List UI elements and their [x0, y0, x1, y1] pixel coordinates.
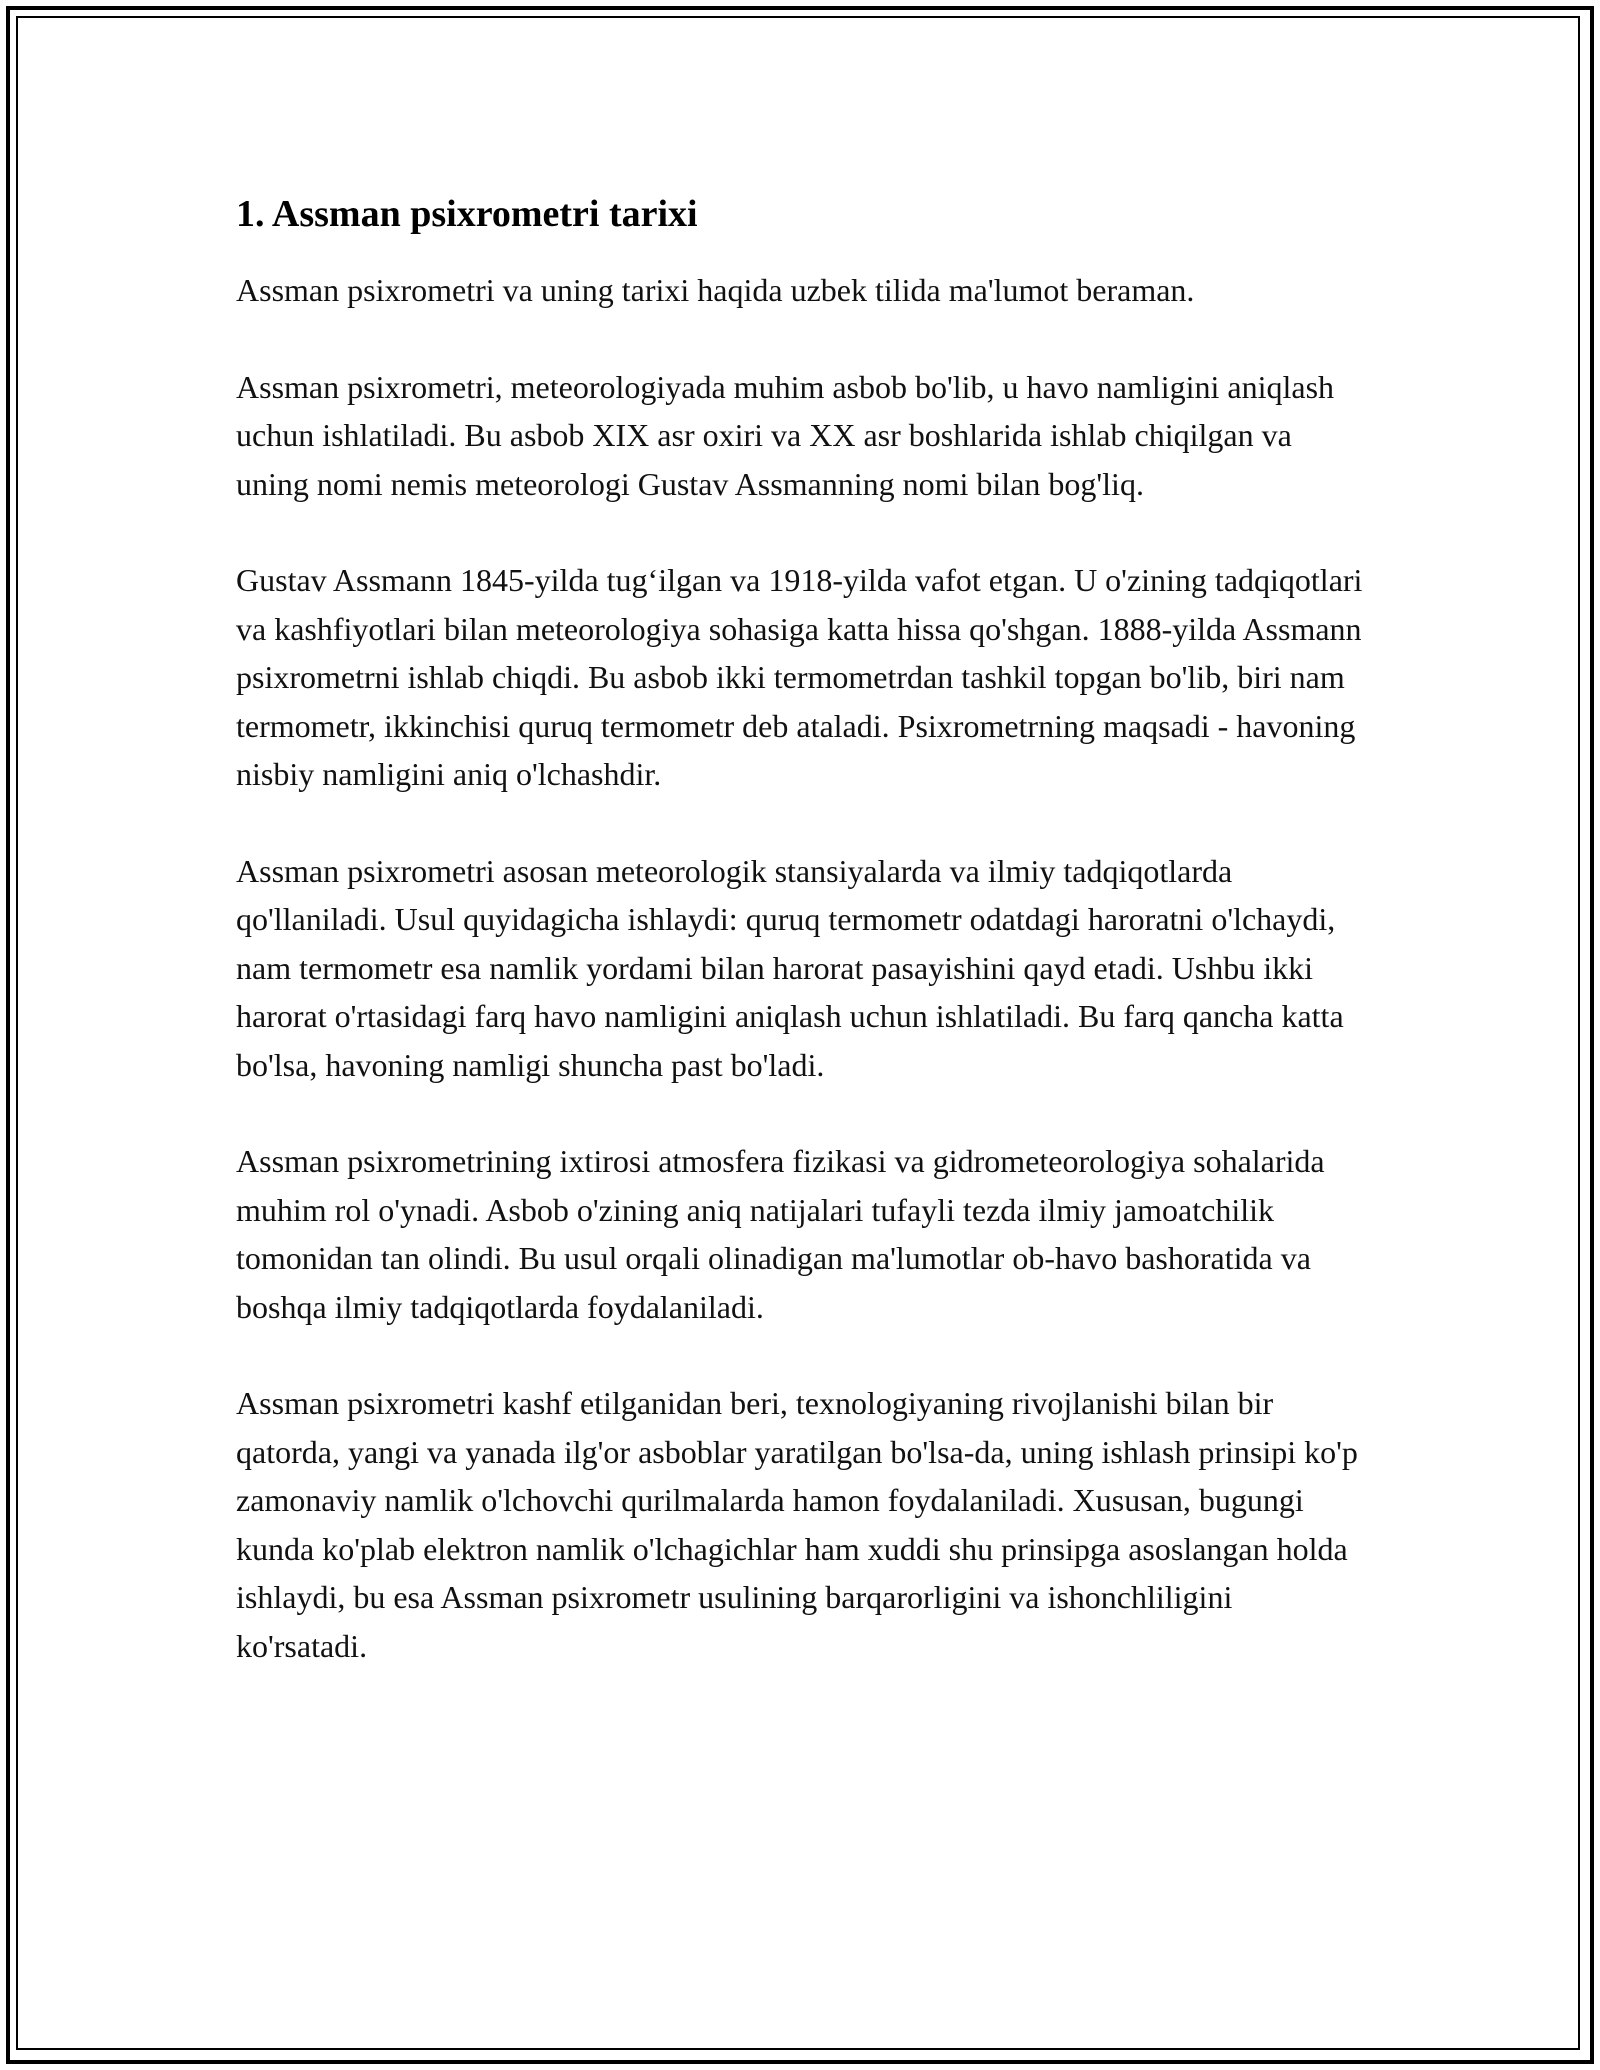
paragraph-definition: Assman psixrometri, meteorologiyada muhim asbob bo'lib, u havo namligini aniqlash uchun ishlatiladi. Bu asbob XIX asr oxiri va XX asr boshlarida ishlab chiqilgan va uning nomi nemis meteorologi Gustav Assmanning nomi bilan bog'liq. [236, 368, 1335, 502]
document-body [236, 186, 1366, 1718]
paragraph-intro: Assman psixrometri va uning tarixi haqida uzbek tilida ma'lumot beraman. [236, 272, 1195, 308]
paragraph-gustav-assmann: Gustav Assmann 1845-yilda tug‘ilgan va 1918-yilda vafot etgan. U o'zining tadqiqotlari va kashfiyotlari bilan meteorologiya sohasiga katta hissa qo'shgan. 1888-yilda Assmann psixrometrni ishlab chiqdi. Bu asbob ikki termometrdan tashkil topgan bo'lib, biri nam termometr, ikkinchisi quruq termometr deb ataladi. Psixrometrning maqsadi - havoning nisbiy namligini aniq o'lchashdir. [236, 562, 1363, 792]
paragraph-usage: Assman psixrometri asosan meteorologik stansiyalarda va ilmiy tadqiqotlarda qo'llaniladi. Usul quyidagicha ishlaydi: quruq termometr odatdagi haroratni o'lchaydi, nam termometr esa namlik yordami bilan harorat pasayishini qayd etadi. Ushbu ikki harorat o'rtasidagi farq havo namligini aniqlash uchun ishlatiladi. Bu farq qancha katta bo'lsa, havoning namligi shuncha past bo'ladi. [236, 852, 1344, 1083]
section-heading: 1. Assman psixrometri tarixi [236, 193, 698, 235]
paragraph-legacy: Assman psixrometri kashf etilganidan beri, texnologiyaning rivojlanishi bilan bir qatorda, yangi va yanada ilg'or asboblar yaratilgan bo'lsa-da, uning ishlash prinsipi ko'p zamonaviy namlik o'lchovchi qurilmalarda hamon foydalaniladi. Xususan, bugungi kunda ko'plab elektron namlik o'lchagichlar ham xuddi shu prinsipga asoslangan holda ishlaydi, bu esa Assman psixrometr usulining barqarorligini va ishonchliligini ko'rsatadi. [236, 1385, 1358, 1664]
paragraph-significance: Assman psixrometrining ixtirosi atmosfera fizikasi va gidrometeorologiya sohalarida muhim rol o'ynadi. Asbob o'zining aniq natijalari tufayli tezda ilmiy jamoatchilik tomonidan tan olindi. Bu usul orqali olinadigan ma'lumotlar ob-havo bashoratida va boshqa ilmiy tadqiqotlarda foydalaniladi. [236, 1143, 1325, 1325]
